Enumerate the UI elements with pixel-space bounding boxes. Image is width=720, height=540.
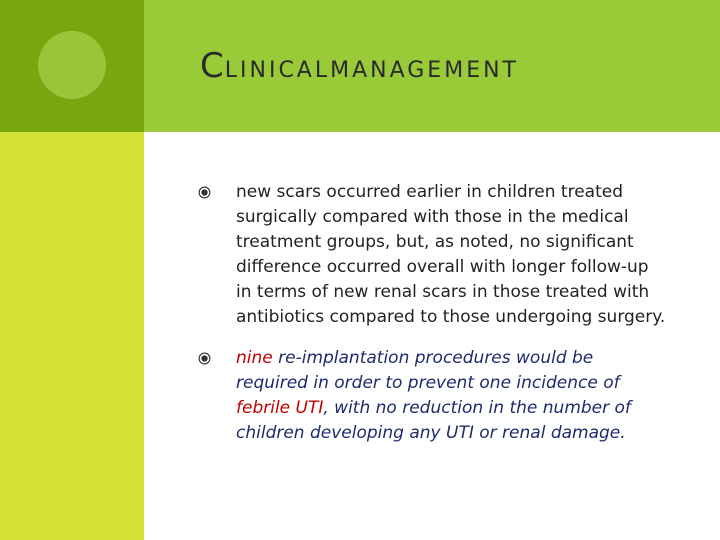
bullet-text: , with no reduction in the number of children developing any UTI or renal damage: [236, 398, 631, 443]
bullet-text: re-implantation procedures would be required in order to prevent one incidence of: [236, 348, 620, 393]
circled-dot-icon: [198, 352, 211, 365]
bullet-emphasis: febrile UTI: [236, 398, 324, 418]
decorative-circle: [38, 31, 106, 99]
circled-dot-icon: [198, 186, 211, 199]
bullet-emphasis: nine: [236, 348, 273, 368]
slide-content: [198, 180, 668, 462]
bullet-item: [198, 180, 668, 330]
left-side-panel: [0, 132, 144, 540]
title-rest: LINICALMANAGEMENT: [224, 58, 519, 83]
bullet-period: .: [620, 423, 626, 443]
bullet-text: new scars occurred earlier in children treated surgically compared with those in the medical treatment groups, but, as noted, no significant difference occurred overall with longer follow-up in terms of new renal scars in those treated with antibiotics compared to those undergoing surgery.: [236, 182, 666, 327]
slide-title: [200, 46, 519, 91]
title-initial: C: [200, 46, 225, 86]
bullet-item: [198, 346, 668, 446]
